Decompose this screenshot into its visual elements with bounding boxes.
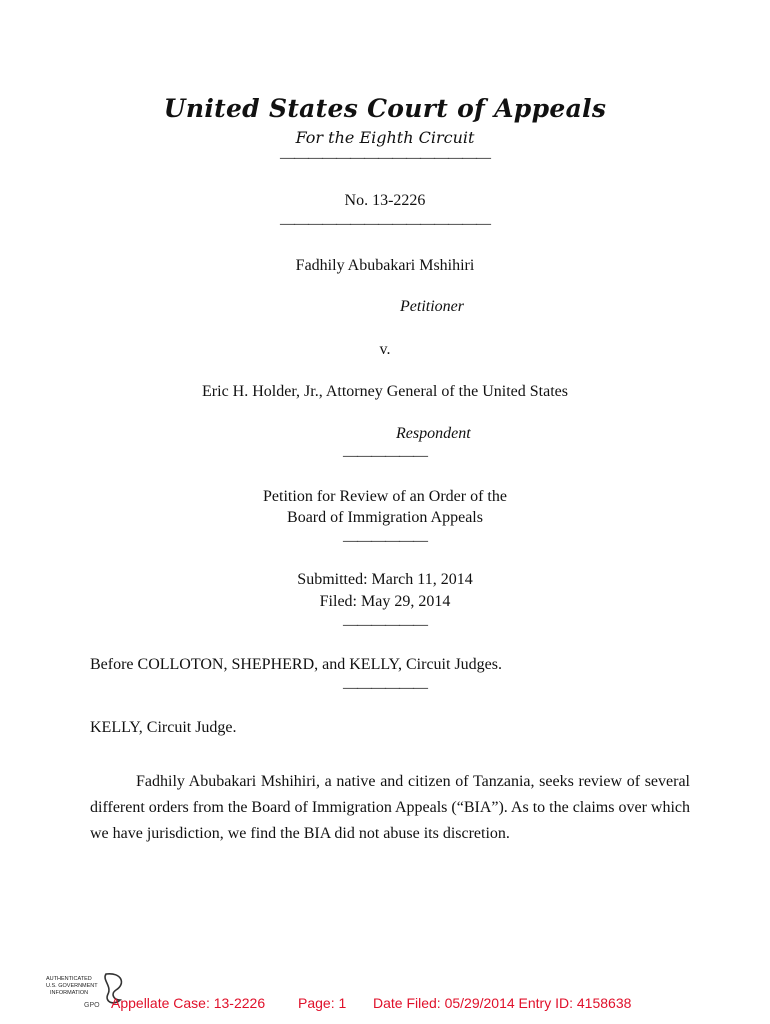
seal-text-gpo: GPO (84, 1002, 100, 1009)
petitioner-role: Petitioner (400, 298, 464, 315)
footer-page: Page: 1 (298, 995, 347, 1011)
petition-line-1: Petition for Review of an Order of the (263, 488, 507, 505)
petition-line-2: Board of Immigration Appeals (287, 509, 483, 526)
footer-appellate-case: Appellate Case: 13-2226 (111, 995, 266, 1011)
divider-rule: ——————————————— (280, 216, 490, 232)
divider-rule: —————— (343, 680, 427, 696)
seal-text-2: U.S. GOVERNMENT (46, 983, 98, 989)
respondent-name: Eric H. Holder, Jr., Attorney General of the United States (202, 383, 568, 400)
filed-date: Filed: May 29, 2014 (319, 593, 451, 610)
divider-rule: —————— (343, 617, 427, 633)
author-judge: KELLY, Circuit Judge. (90, 719, 237, 736)
panel-judges: Before COLLOTON, SHEPHERD, and KELLY, Circuit Judges. (90, 656, 502, 673)
divider-rule: —————— (343, 533, 427, 549)
footer-date-filed: Date Filed: 05/29/2014 Entry ID: 4158638 (373, 995, 632, 1011)
seal-text-3: INFORMATION (50, 990, 89, 996)
court-name: United States Court of Appeals (163, 94, 607, 123)
versus-label: v. (379, 341, 391, 358)
case-number: No. 13-2226 (344, 192, 426, 209)
divider-rule: ——————————————— (280, 150, 490, 166)
submitted-date: Submitted: March 11, 2014 (297, 571, 473, 588)
circuit-name: For the Eighth Circuit (295, 128, 475, 147)
divider-rule: —————— (343, 448, 427, 464)
seal-text-1: AUTHENTICATED (46, 976, 92, 982)
opinion-paragraph-text: Fadhily Abubakari Mshihiri, a native and citizen of Tanzania, seeks review of several different orders from the Board of Immigration Appeals (“BIA”). As to the claims over which we have jurisdiction, we find the BIA did not abuse its discretion. (90, 773, 690, 842)
opinion-paragraph (90, 769, 690, 847)
respondent-role: Respondent (396, 425, 471, 442)
petitioner-name: Fadhily Abubakari Mshihiri (295, 257, 475, 274)
